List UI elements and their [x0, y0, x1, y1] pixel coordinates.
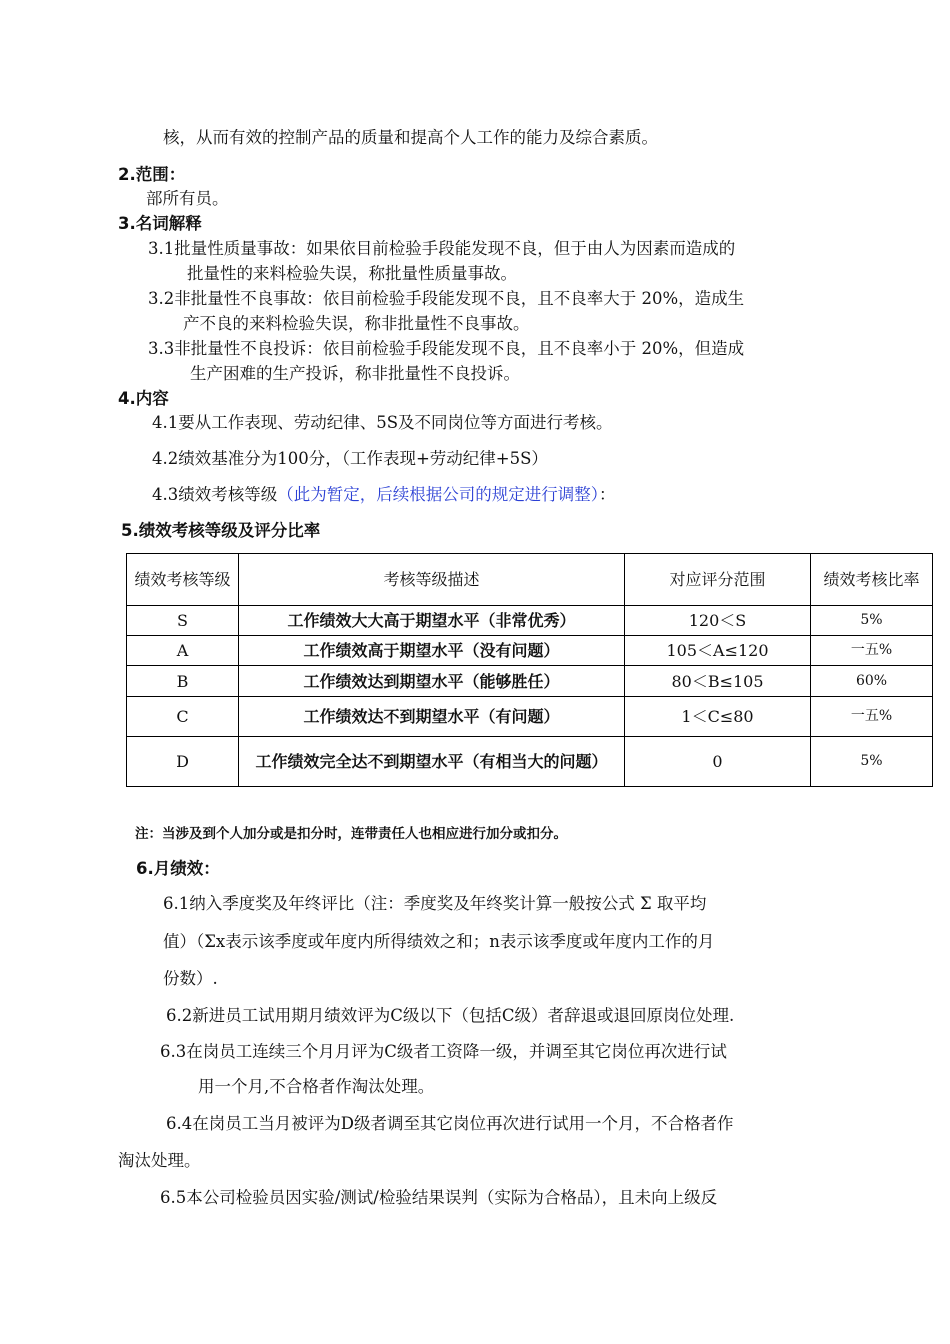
cell-desc: 工作绩效达到期望水平（能够胜任）	[239, 666, 625, 697]
grade-table	[126, 553, 933, 787]
cell-grade: D	[127, 737, 239, 787]
section3-item3-line1: 3.3非批量性不良投诉：依目前检验手段能发现不良，且不良率小于 20%，但造成	[148, 339, 745, 358]
section4-item3-prefix: 4.3绩效考核等级	[152, 485, 278, 504]
section4-item3-highlight: （此为暂定，后续根据公司的规定进行调整）	[277, 485, 599, 504]
section6-item3-line2: 用一个月,不合格者作淘汰处理。	[198, 1077, 435, 1096]
table-row	[127, 636, 933, 666]
cell-desc: 工作绩效完全达不到期望水平（有相当大的问题）	[239, 737, 625, 787]
section3-item1-line2: 批量性的来料检验失误，称批量性质量事故。	[187, 264, 517, 283]
header-grade: 绩效考核等级	[127, 554, 239, 606]
cell-desc: 工作绩效高于期望水平（没有问题）	[239, 636, 625, 666]
section3-item2-line1: 3.2非批量性不良事故：依目前检验手段能发现不良，且不良率大于 20%，造成生	[148, 289, 745, 308]
cell-range: 105＜A≤120	[625, 636, 811, 666]
section6-item4-line1: 6.4在岗员工当月被评为D级者调至其它岗位再次进行试用一个月，不合格者作	[166, 1114, 734, 1133]
cell-desc: 工作绩效大大高于期望水平（非常优秀）	[239, 606, 625, 636]
section4-item3	[152, 484, 616, 506]
section2-body: 部所有员。	[146, 189, 229, 208]
cell-rate: 5%	[811, 606, 933, 636]
section4-item3-suffix: ：	[599, 485, 616, 504]
cell-grade: B	[127, 666, 239, 697]
section6-item4-line2: 淘汰处理。	[118, 1151, 201, 1170]
cell-rate: 一五%	[811, 636, 933, 666]
header-desc: 考核等级描述	[239, 554, 625, 606]
section3-item3-line2: 生产困难的生产投诉，称非批量性不良投诉。	[190, 364, 520, 383]
intro-line: 核，从而有效的控制产品的质量和提高个人工作的能力及综合素质。	[163, 128, 658, 147]
section5-heading: 5.绩效考核等级及评分比率	[121, 521, 321, 540]
section4-item1: 4.1要从工作表现、劳动纪律、5S及不同岗位等方面进行考核。	[152, 413, 613, 432]
section3-item2-line2: 产不良的来料检验失误，称非批量性不良事故。	[183, 314, 530, 333]
section6-item5-line1: 6.5本公司检验员因实验/测试/检验结果误判（实际为合格品），且未向上级反	[160, 1188, 718, 1207]
section2-heading: 2.范围：	[118, 165, 186, 184]
cell-grade: A	[127, 636, 239, 666]
cell-desc: 工作绩效达不到期望水平（有问题）	[239, 697, 625, 737]
cell-range: 120＜S	[625, 606, 811, 636]
section3-heading: 3.名词解释	[118, 214, 202, 233]
section4-heading: 4.内容	[118, 389, 169, 408]
cell-rate: 一五%	[811, 697, 933, 737]
section6-item3-line1: 6.3在岗员工连续三个月月评为C级者工资降一级，并调至其它岗位再次进行试	[160, 1042, 727, 1061]
table-row	[127, 666, 933, 697]
section5-note: 注：当涉及到个人加分或是扣分时，连带责任人也相应进行加分或扣分。	[135, 826, 567, 842]
cell-grade: S	[127, 606, 239, 636]
table-row	[127, 606, 933, 636]
section6-item1-line1: 6.1纳入季度奖及年终评比（注：季度奖及年终奖计算一般按公式 Σ 取平均	[163, 894, 707, 913]
cell-grade: C	[127, 697, 239, 737]
grade-table-header-row	[127, 554, 933, 606]
cell-rate: 5%	[811, 737, 933, 787]
section6-item1-line3: 份数）.	[163, 969, 218, 988]
table-row	[127, 737, 933, 787]
header-rate: 绩效考核比率	[811, 554, 933, 606]
section6-item2: 6.2新进员工试用期月绩效评为C级以下（包括C级）者辞退或退回原岗位处理.	[166, 1006, 735, 1025]
section4-item2: 4.2绩效基准分为100分，（工作表现+劳动纪律+5S）	[152, 449, 548, 468]
cell-rate: 60%	[811, 666, 933, 697]
cell-range: 1＜C≤80	[625, 697, 811, 737]
cell-range: 80＜B≤105	[625, 666, 811, 697]
section6-item1-line2: 值）（Σx表示该季度或年度内所得绩效之和；n表示该季度或年度内工作的月	[163, 932, 715, 951]
table-row	[127, 697, 933, 737]
header-range: 对应评分范围	[625, 554, 811, 606]
section6-heading: 6.月绩效：	[136, 859, 220, 878]
section3-item1-line1: 3.1批量性质量事故：如果依目前检验手段能发现不良，但于由人为因素而造成的	[148, 239, 736, 258]
cell-range: 0	[625, 737, 811, 787]
